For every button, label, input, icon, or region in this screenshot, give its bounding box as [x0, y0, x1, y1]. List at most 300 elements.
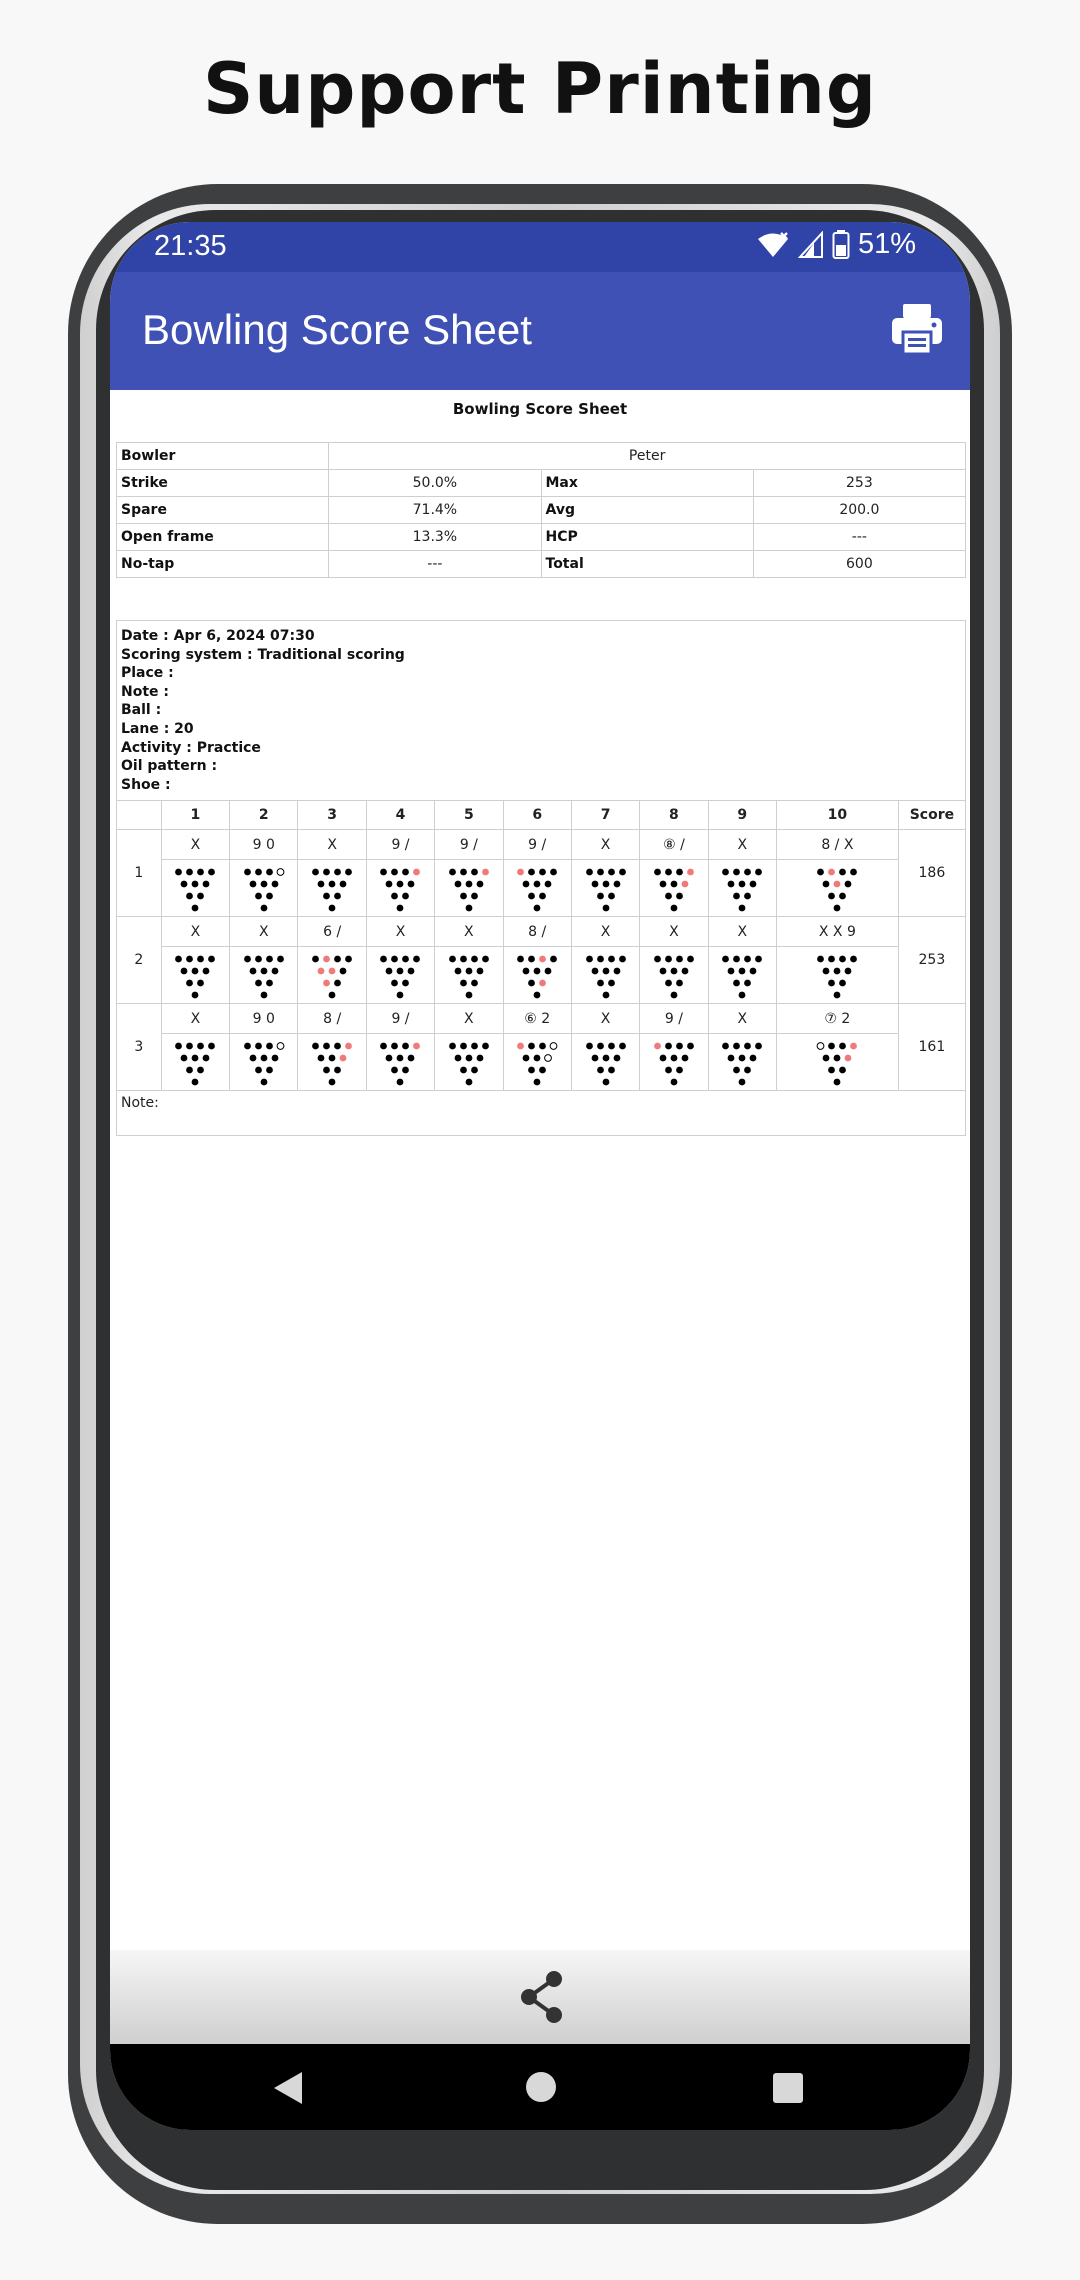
pin-5 — [465, 967, 472, 974]
pin-8 — [460, 1042, 467, 1049]
game-row — [117, 830, 966, 860]
info-date: Date : Apr 6, 2024 07:30 — [121, 628, 315, 644]
pin-9 — [266, 868, 273, 875]
pin-7 — [586, 868, 593, 875]
pin-5 — [739, 880, 746, 887]
sheet-title: Bowling Score Sheet — [452, 400, 628, 418]
pin-3 — [539, 1066, 546, 1073]
stat-value: 253 — [753, 470, 965, 497]
pin-3 — [608, 1066, 615, 1073]
nav-home-icon[interactable] — [524, 2070, 558, 2104]
pin-6 — [271, 880, 278, 887]
pin-diagram — [513, 1040, 561, 1088]
pin-2 — [597, 1066, 604, 1073]
pin-2 — [392, 1066, 399, 1073]
header-blank — [117, 801, 162, 830]
summary-row — [117, 551, 966, 578]
pin-2 — [665, 892, 672, 899]
pin-10 — [550, 868, 557, 875]
pin-4 — [454, 1054, 461, 1061]
summary-row — [117, 524, 966, 551]
pin-5 — [397, 1054, 404, 1061]
stat-value: 13.3% — [329, 524, 541, 551]
pin-5 — [834, 1054, 841, 1061]
pin-5 — [260, 880, 267, 887]
pin-5 — [671, 880, 678, 887]
pin-7 — [817, 1042, 824, 1049]
pin-10 — [755, 868, 762, 875]
pin-diagram — [171, 866, 219, 914]
pin-diagram-cell — [230, 860, 298, 917]
pin-3 — [266, 979, 273, 986]
frame-mark: X — [435, 917, 503, 947]
pin-5 — [834, 880, 841, 887]
pin-6 — [340, 967, 347, 974]
pin-7 — [449, 868, 456, 875]
pin-5 — [602, 1054, 609, 1061]
pin-5 — [671, 967, 678, 974]
pin-9 — [676, 1042, 683, 1049]
frame-mark: X — [708, 917, 776, 947]
pin-10 — [345, 1042, 352, 1049]
pin-4 — [728, 1054, 735, 1061]
frame-header: 7 — [571, 801, 639, 830]
pin-5 — [834, 967, 841, 974]
pin-2 — [665, 979, 672, 986]
pin-diagram — [718, 1040, 766, 1088]
pin-2 — [255, 1066, 262, 1073]
pin-8 — [187, 955, 194, 962]
pin-5 — [192, 1054, 199, 1061]
pin-5 — [329, 880, 336, 887]
pin-2 — [255, 892, 262, 899]
pin-6 — [545, 1054, 552, 1061]
pin-7 — [449, 1042, 456, 1049]
pin-2 — [323, 979, 330, 986]
pin-diagram — [171, 1040, 219, 1088]
pin-9 — [744, 955, 751, 962]
battery-icon — [832, 230, 850, 260]
pin-6 — [845, 1054, 852, 1061]
frame-mark: ⑦ 2 — [776, 1004, 898, 1034]
pin-5 — [397, 967, 404, 974]
pin-5 — [671, 1054, 678, 1061]
pin-3 — [403, 892, 410, 899]
note-row — [117, 1091, 966, 1136]
pin-4 — [591, 1054, 598, 1061]
info-oil-pattern: Oil pattern : — [121, 758, 218, 775]
pin-3 — [839, 1066, 846, 1073]
pin-2 — [255, 979, 262, 986]
pin-diagram — [376, 1040, 424, 1088]
pin-diagram — [240, 953, 288, 1001]
info-note: Note : — [121, 683, 169, 700]
pin-1 — [534, 1078, 541, 1085]
pin-6 — [340, 1054, 347, 1061]
pin-6 — [408, 880, 415, 887]
frame-header: 3 — [298, 801, 366, 830]
pin-10 — [277, 1042, 284, 1049]
share-icon[interactable] — [518, 1970, 566, 2024]
info-activity: Activity : Practice — [121, 739, 261, 756]
pin-8 — [323, 955, 330, 962]
stat-label: HCP — [541, 524, 753, 551]
pin-6 — [476, 880, 483, 887]
pin-9 — [539, 955, 546, 962]
pin-diagram-cell — [230, 1034, 298, 1091]
pin-2 — [528, 1066, 535, 1073]
navigation-bar — [110, 2044, 970, 2130]
pin-4 — [591, 967, 598, 974]
pin-7 — [517, 1042, 524, 1049]
pin-10 — [619, 955, 626, 962]
pin-3 — [471, 979, 478, 986]
pin-4 — [523, 880, 530, 887]
pin-8 — [828, 1042, 835, 1049]
pin-7 — [381, 955, 388, 962]
pin-6 — [613, 880, 620, 887]
pin-4 — [181, 967, 188, 974]
frame-mark: 9 / — [366, 1004, 434, 1034]
frames-table — [116, 800, 966, 1136]
pin-2 — [460, 979, 467, 986]
pin-2 — [187, 892, 194, 899]
pin-9 — [403, 868, 410, 875]
pin-4 — [318, 1054, 325, 1061]
pin-9 — [403, 955, 410, 962]
pin-9 — [403, 1042, 410, 1049]
pin-6 — [476, 967, 483, 974]
pin-6 — [408, 967, 415, 974]
pin-diagram-cell — [366, 947, 434, 1004]
info-shoe: Shoe : — [121, 776, 171, 793]
pin-9 — [266, 1042, 273, 1049]
pin-diagram — [240, 1040, 288, 1088]
pin-4 — [660, 880, 667, 887]
pin-diagram-cell — [298, 860, 366, 917]
pin-5 — [534, 1054, 541, 1061]
pin-8 — [665, 1042, 672, 1049]
pin-10 — [687, 868, 694, 875]
pin-6 — [750, 1054, 757, 1061]
frame-mark: X — [161, 1004, 229, 1034]
pin-diagram-cell — [503, 1034, 571, 1091]
pin-diagram — [813, 953, 861, 1001]
pin-4 — [386, 880, 393, 887]
pin-9 — [539, 868, 546, 875]
frame-mark: 8 / — [503, 917, 571, 947]
pin-2 — [528, 979, 535, 986]
stat-label: Max — [541, 470, 753, 497]
pin-4 — [249, 967, 256, 974]
pin-6 — [682, 880, 689, 887]
pin-diagram-cell — [161, 860, 229, 917]
pin-8 — [733, 955, 740, 962]
pin-4 — [823, 880, 830, 887]
pin-7 — [381, 1042, 388, 1049]
pin-4 — [823, 967, 830, 974]
pin-4 — [454, 967, 461, 974]
stat-value: --- — [329, 551, 541, 578]
pin-8 — [733, 1042, 740, 1049]
frames-header-row — [117, 801, 966, 830]
pin-10 — [550, 1042, 557, 1049]
frame-mark: X — [571, 917, 639, 947]
pin-1 — [192, 1078, 199, 1085]
pin-diagram-cell — [708, 860, 776, 917]
frame-mark: 8 / X — [776, 830, 898, 860]
pin-1 — [534, 991, 541, 998]
stat-label: Total — [541, 551, 753, 578]
pin-9 — [676, 955, 683, 962]
pin-6 — [203, 880, 210, 887]
pin-1 — [260, 991, 267, 998]
pin-3 — [334, 892, 341, 899]
pin-3 — [403, 1066, 410, 1073]
pin-9 — [608, 868, 615, 875]
pin-7 — [176, 1042, 183, 1049]
pin-diagram — [582, 866, 630, 914]
summary-row — [117, 470, 966, 497]
pin-1 — [739, 904, 746, 911]
pin-diagram-cell — [640, 947, 708, 1004]
stat-value: 200.0 — [753, 497, 965, 524]
pin-5 — [739, 967, 746, 974]
pin-diagram-cell — [571, 860, 639, 917]
pin-7 — [312, 1042, 319, 1049]
stat-label: Strike — [117, 470, 329, 497]
frame-mark: 9 / — [640, 1004, 708, 1034]
pin-4 — [454, 880, 461, 887]
frame-header: 4 — [366, 801, 434, 830]
game-info — [116, 620, 966, 801]
pin-10 — [619, 868, 626, 875]
pin-4 — [249, 880, 256, 887]
pin-6 — [271, 1054, 278, 1061]
pin-5 — [260, 1054, 267, 1061]
pin-diagram — [813, 1040, 861, 1088]
frame-mark: ⑧ / — [640, 830, 708, 860]
pin-7 — [654, 955, 661, 962]
pin-7 — [722, 1042, 729, 1049]
pin-7 — [817, 868, 824, 875]
pin-6 — [340, 880, 347, 887]
pin-diagram-cell — [708, 947, 776, 1004]
pin-9 — [198, 1042, 205, 1049]
pin-2 — [392, 892, 399, 899]
pin-2 — [597, 979, 604, 986]
pin-8 — [460, 868, 467, 875]
pin-3 — [471, 1066, 478, 1073]
pin-9 — [471, 868, 478, 875]
pin-diagram-cell — [366, 1034, 434, 1091]
score-header: Score — [898, 801, 965, 830]
frame-mark: X — [161, 830, 229, 860]
pin-3 — [744, 979, 751, 986]
pin-8 — [528, 955, 535, 962]
pin-diagram — [376, 953, 424, 1001]
frame-mark: 6 / — [298, 917, 366, 947]
pin-diagram-cell — [230, 947, 298, 1004]
pin-10 — [482, 955, 489, 962]
printer-icon[interactable] — [892, 302, 942, 356]
pin-3 — [266, 1066, 273, 1073]
frame-mark: X — [640, 917, 708, 947]
pin-2 — [323, 1066, 330, 1073]
pins-row — [117, 860, 966, 917]
pin-diagram-cell — [571, 1034, 639, 1091]
nav-back-icon[interactable] — [272, 2070, 304, 2106]
pin-diagram-cell — [708, 1034, 776, 1091]
pin-7 — [312, 868, 319, 875]
summary-row-bowler — [117, 443, 966, 470]
pin-8 — [392, 868, 399, 875]
pin-1 — [671, 1078, 678, 1085]
pin-diagram-cell — [435, 860, 503, 917]
pin-8 — [597, 955, 604, 962]
pin-7 — [381, 868, 388, 875]
status-icons — [756, 228, 916, 261]
game-row — [117, 917, 966, 947]
pin-6 — [682, 967, 689, 974]
pin-4 — [728, 880, 735, 887]
pin-7 — [176, 955, 183, 962]
pin-2 — [733, 979, 740, 986]
pin-diagram — [650, 866, 698, 914]
app-bar — [110, 272, 970, 390]
summary-table — [116, 442, 966, 578]
pin-diagram — [513, 866, 561, 914]
pin-9 — [471, 955, 478, 962]
pin-8 — [392, 1042, 399, 1049]
pin-10 — [209, 868, 216, 875]
battery-percent: 51% — [857, 228, 916, 260]
pin-5 — [602, 880, 609, 887]
pin-diagram-cell — [366, 860, 434, 917]
game-score: 253 — [898, 917, 965, 1004]
pin-3 — [608, 979, 615, 986]
pin-10 — [345, 955, 352, 962]
pin-diagram — [582, 953, 630, 1001]
pin-9 — [839, 1042, 846, 1049]
frame-mark: X — [708, 1004, 776, 1034]
pin-1 — [671, 904, 678, 911]
pin-10 — [619, 1042, 626, 1049]
pin-1 — [329, 991, 336, 998]
pin-6 — [203, 967, 210, 974]
pin-7 — [517, 955, 524, 962]
pin-8 — [255, 955, 262, 962]
pin-diagram — [513, 953, 561, 1001]
pin-1 — [834, 1078, 841, 1085]
pin-2 — [733, 1066, 740, 1073]
pin-3 — [839, 892, 846, 899]
pin-3 — [198, 1066, 205, 1073]
phone-screen — [110, 222, 970, 2130]
pin-5 — [260, 967, 267, 974]
pin-2 — [187, 1066, 194, 1073]
pin-5 — [739, 1054, 746, 1061]
pin-diagram — [308, 953, 356, 1001]
pin-6 — [408, 1054, 415, 1061]
pin-3 — [198, 892, 205, 899]
stat-label: No-tap — [117, 551, 329, 578]
pin-9 — [744, 1042, 751, 1049]
pin-diagram — [582, 1040, 630, 1088]
pin-10 — [482, 1042, 489, 1049]
pin-5 — [465, 1054, 472, 1061]
pin-2 — [828, 979, 835, 986]
pin-1 — [465, 1078, 472, 1085]
pin-diagram-cell — [571, 947, 639, 1004]
pin-diagram-cell — [503, 947, 571, 1004]
pin-4 — [181, 1054, 188, 1061]
pin-10 — [277, 868, 284, 875]
frame-header: 1 — [161, 801, 229, 830]
pin-3 — [676, 1066, 683, 1073]
pins-row — [117, 1034, 966, 1091]
pin-7 — [244, 1042, 251, 1049]
pin-2 — [392, 979, 399, 986]
pin-4 — [823, 1054, 830, 1061]
stat-label: Avg — [541, 497, 753, 524]
frame-mark: X X 9 — [776, 917, 898, 947]
pin-1 — [739, 1078, 746, 1085]
pin-diagram-cell — [776, 947, 898, 1004]
pin-7 — [176, 868, 183, 875]
pin-8 — [828, 868, 835, 875]
pin-6 — [476, 1054, 483, 1061]
pin-2 — [460, 1066, 467, 1073]
pin-9 — [539, 1042, 546, 1049]
stat-label: Spare — [117, 497, 329, 524]
pin-7 — [722, 868, 729, 875]
nav-recent-icon[interactable] — [772, 2072, 804, 2104]
pin-1 — [465, 991, 472, 998]
pin-6 — [203, 1054, 210, 1061]
pin-6 — [271, 967, 278, 974]
pin-6 — [845, 967, 852, 974]
pin-6 — [545, 967, 552, 974]
frame-mark: X — [161, 917, 229, 947]
pin-2 — [828, 892, 835, 899]
pin-3 — [676, 892, 683, 899]
pin-8 — [460, 955, 467, 962]
pin-2 — [828, 1066, 835, 1073]
pin-5 — [192, 880, 199, 887]
pin-1 — [671, 991, 678, 998]
pin-4 — [591, 880, 598, 887]
pin-diagram-cell — [435, 1034, 503, 1091]
pins-row — [117, 947, 966, 1004]
pin-diagram — [171, 953, 219, 1001]
pin-8 — [597, 1042, 604, 1049]
frame-mark: X — [708, 830, 776, 860]
pin-8 — [187, 1042, 194, 1049]
pin-3 — [744, 1066, 751, 1073]
pin-10 — [414, 868, 421, 875]
pin-8 — [323, 868, 330, 875]
pin-8 — [665, 868, 672, 875]
pin-9 — [198, 868, 205, 875]
pin-7 — [654, 1042, 661, 1049]
pin-diagram — [718, 866, 766, 914]
game-number: 3 — [117, 1004, 162, 1091]
stat-value: 50.0% — [329, 470, 541, 497]
pin-diagram-cell — [298, 947, 366, 1004]
pin-1 — [602, 991, 609, 998]
pin-9 — [198, 955, 205, 962]
